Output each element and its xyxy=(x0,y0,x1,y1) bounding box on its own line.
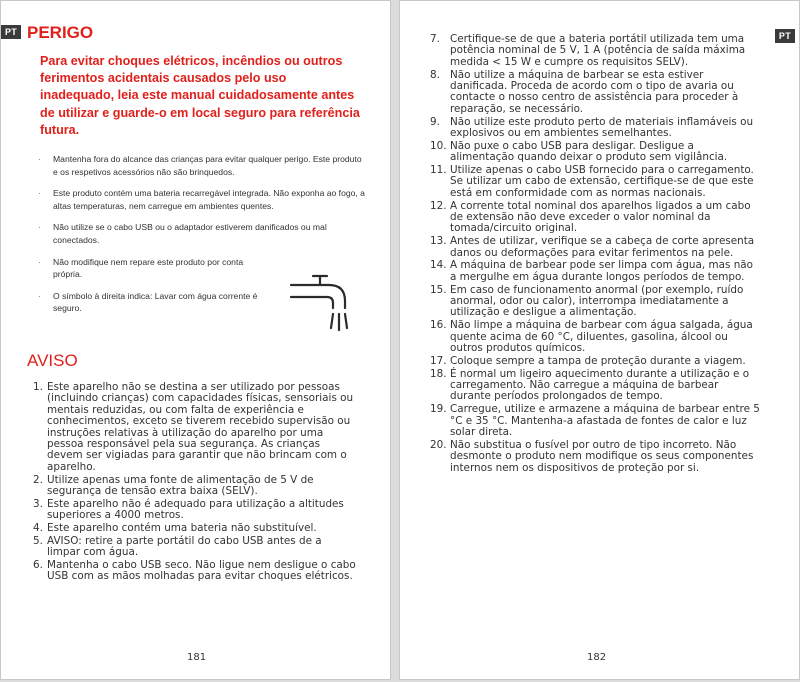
list-item: 16. Não limpe a máquina de barbear com água salgada, água quente acima de 60 °C, diluentes, gasolina, álcool ou outros produtos químicos. xyxy=(430,319,753,355)
warning-list-continued xyxy=(430,34,760,476)
language-tag: PT xyxy=(1,25,21,39)
left-page xyxy=(0,0,391,680)
danger-heading: PERIGO xyxy=(27,23,94,42)
list-item: 19. Carregue, utilize e armazene a máquina de barbear entre 5 °C e 35 °C. Mantenha-a afastada de fontes de calor e luz solar direta. xyxy=(430,403,760,439)
list-item: 15. Em caso de funcionamento anormal (por exemplo, ruído anormal, odor ou calor), interrompa imediatamente a utilização e desligue a alimentação. xyxy=(430,283,744,319)
list-item: 10. Não puxe o cabo USB para desligar. Desligue a alimentação quando deixar o produto sem vigilância. xyxy=(430,139,728,164)
list-item: 11. Utilize apenas o cabo USB fornecido para o carregamento. Se utilizar um cabo de extensão, certifique-se de que este está em conformidade com as normas nacionais. xyxy=(430,164,754,199)
list-item: 14. A máquina de barbear pode ser limpa com água, mas não a mergulhe em água durante longos períodos de tempo. xyxy=(430,259,753,283)
list-item: 1. Este aparelho não se destina a ser utilizado por pessoas (incluindo crianças) com capacidades físicas, sensoriais ou mentais reduzidas, ou com falta de experiência e conhecimentos, exceto se tiverem recebido supervisão ou instruções relativas à utilização do aparelho por uma pessoa responsável pela sua segurança. As crianças devem ser vigiadas para garantir que não brincam com o aparelho. xyxy=(33,381,354,473)
faucet-water-icon xyxy=(289,272,357,334)
bullet-item: · O símbolo à direita indica: Lavar com água corrente é seguro. xyxy=(38,290,258,314)
warning-heading: AVISO xyxy=(27,351,78,370)
list-item: 5. AVISO: retire a parte portátil do cabo USB antes de a limpar com água. xyxy=(33,534,322,559)
list-item: 18. É normal um ligeiro aquecimento durante a utilização e o carregamento. Não carregue a máquina de barbear durante períodos prolongados de tempo. xyxy=(430,367,750,403)
warning-list xyxy=(33,382,358,584)
list-item: 2. Utilize apenas uma fonte de alimentação de 5 V de segurança de tensão extra baixa (SELV). xyxy=(33,473,314,498)
list-item: 4. Este aparelho contém uma bateria não substituível. xyxy=(33,522,317,535)
bullet-item: · Mantenha fora do alcance das crianças para evitar qualquer perigo. Este produto e os respetivos acessórios não são brinquedos. xyxy=(38,154,362,177)
bullet-item: · Não utilize se o cabo USB ou o adaptador estiverem danificados ou mal conectados. xyxy=(38,222,327,245)
list-item: 8. Não utilize a máquina de barbear se esta estiver danificada. Proceda de acordo com o tipo de avaria ou contacte o nosso centro de assistência para proceder à reparação, se necessário. xyxy=(430,68,739,115)
list-item: 9. Não utilize este produto perto de materiais inflamáveis ou explosivos ou em ambientes semelhantes. xyxy=(430,115,754,140)
list-item: 17. Coloque sempre a tampa de proteção durante a viagem. xyxy=(430,354,746,367)
list-item: 7. Certifique-se de que a bateria portátil utilizada tem uma potência nominal de 5 V, 1 A (potência de saída máxima medida < 15 W e cumpre os requisitos SELV). xyxy=(430,33,746,68)
danger-lead: Para evitar choques elétricos, incêndios ou outros ferimentos acidentais causados pelo uso inadequado, leia este manual cuidadosamente antes de utilizar e guarde-o em local seguro para referência futura. xyxy=(40,54,360,137)
page-number: 182 xyxy=(587,652,607,663)
list-item: 6. Mantenha o cabo USB seco. Não ligue nem desligue o cabo USB com as mãos molhadas para evitar choques elétricos. xyxy=(33,559,356,583)
list-item: 20. Não substitua o fusível por outro de tipo incorreto. Não desmonte o produto nem modifique os seus componentes internos nem os dispositivos de proteção por si. xyxy=(430,438,754,474)
language-tag: PT xyxy=(775,29,795,43)
bullet-item: · Não modifique nem repare este produto por conta própria. xyxy=(38,256,244,280)
list-item: 3. Este aparelho não é adequado para utilização a altitudes superiores a 4000 metros. xyxy=(33,497,344,522)
page-number: 181 xyxy=(187,652,207,663)
list-item: 13. Antes de utilizar, verifique se a cabeça de corte apresenta danos ou deformações para evitar ferimentos na pele. xyxy=(430,235,755,259)
bullet-item: · Este produto contém uma bateria recarregável integrada. Não exponha ao fogo, a altas temperaturas, nem carregue em ambientes quentes. xyxy=(38,188,365,211)
list-item: 12. A corrente total nominal dos aparelhos ligados a um cabo de extensão não deve exceder o valor nominal da tomada/circuito original. xyxy=(430,199,751,235)
